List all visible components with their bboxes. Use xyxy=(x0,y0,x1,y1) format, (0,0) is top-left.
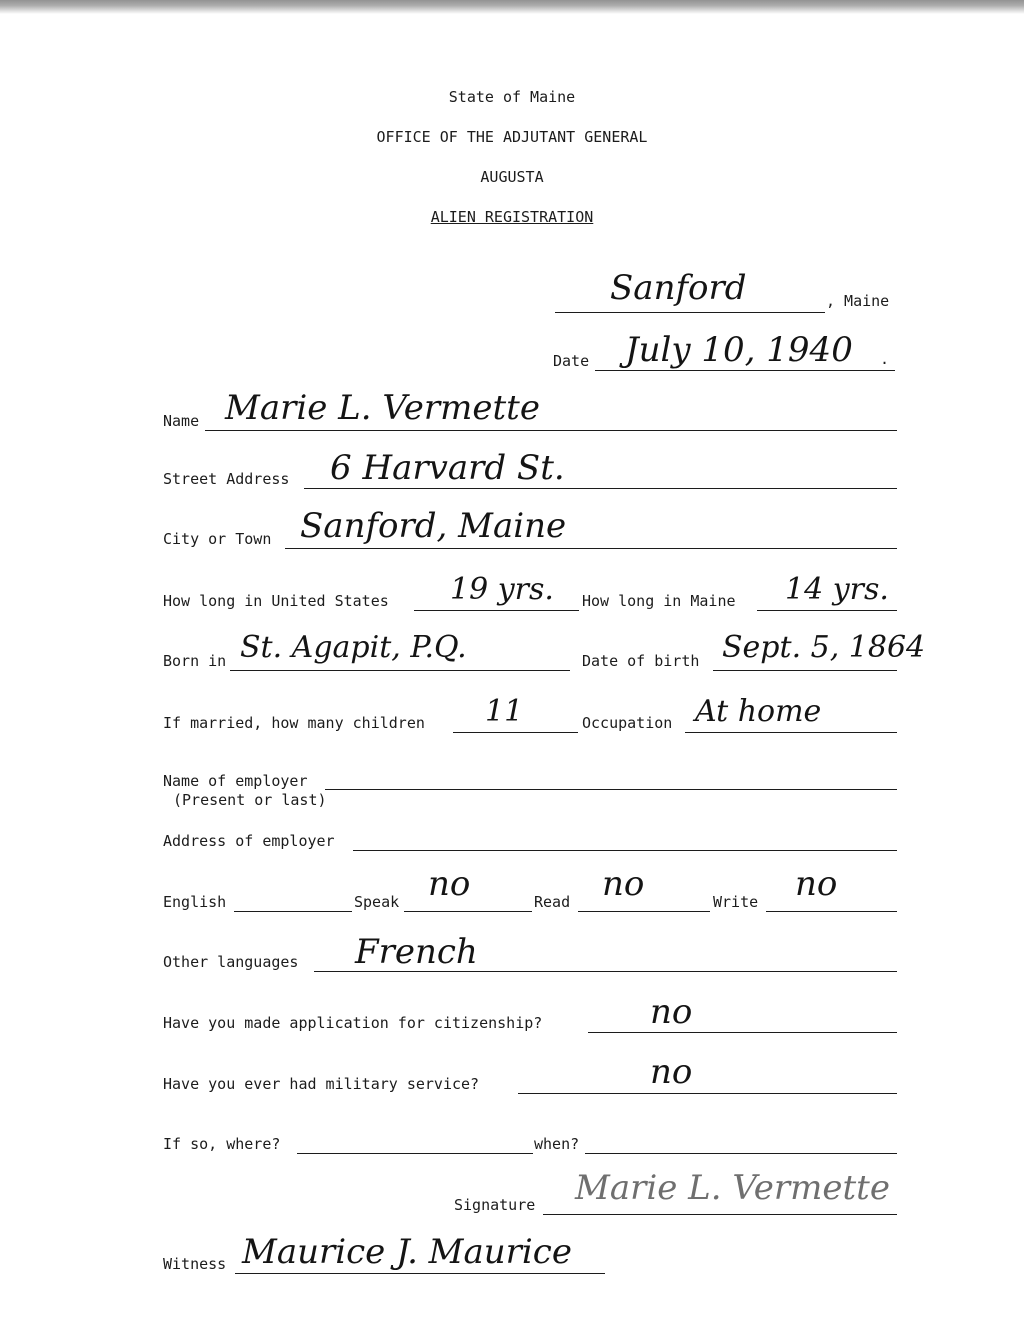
header-office: OFFICE OF THE ADJUTANT GENERAL xyxy=(376,128,648,146)
occupation-line xyxy=(685,732,897,733)
write-label: Write xyxy=(713,893,759,911)
signature-line xyxy=(543,1214,897,1215)
witness-value: Maurice J. Maurice xyxy=(242,1232,572,1272)
children-label: If married, how many children xyxy=(163,714,425,732)
place-value: Sanford xyxy=(610,268,747,308)
read-value: no xyxy=(602,864,645,904)
header-state: State of Maine xyxy=(448,88,576,106)
military-value: no xyxy=(650,1052,693,1092)
witness-line xyxy=(235,1273,605,1274)
where-line xyxy=(297,1153,533,1154)
header-city: AUGUSTA xyxy=(480,168,544,186)
street-line xyxy=(304,488,897,489)
other-languages-label: Other languages xyxy=(163,953,299,971)
date-end: . xyxy=(880,350,890,368)
citizenship-label: Have you made application for citizenship? xyxy=(163,1014,543,1032)
maine-years-label: How long in Maine xyxy=(582,592,736,610)
us-years-label: How long in United States xyxy=(163,592,389,610)
other-languages-value: French xyxy=(355,932,478,972)
dob-value: Sept. 5, 1864 xyxy=(722,630,926,665)
citizenship-line xyxy=(588,1032,897,1033)
dob-line xyxy=(713,670,897,671)
occupation-label: Occupation xyxy=(582,714,673,732)
street-value: 6 Harvard St. xyxy=(330,448,565,488)
children-value: 11 xyxy=(485,694,524,729)
name-line xyxy=(205,430,897,431)
born-label: Born in xyxy=(163,652,227,670)
write-value: no xyxy=(795,864,838,904)
write-line xyxy=(766,911,897,912)
occupation-value: At home xyxy=(695,694,822,729)
maine-years-value: 14 yrs. xyxy=(785,572,889,607)
born-line xyxy=(230,670,570,671)
citizenship-value: no xyxy=(650,992,693,1032)
when-line xyxy=(585,1153,897,1154)
date-label: Date xyxy=(553,352,590,370)
city-line xyxy=(285,548,897,549)
military-label: Have you ever had military service? xyxy=(163,1075,480,1093)
military-line xyxy=(518,1093,897,1094)
born-value: St. Agapit, P.Q. xyxy=(240,630,467,665)
dob-label: Date of birth xyxy=(582,652,700,670)
employer-address-line xyxy=(353,850,897,851)
employer-label: Name of employer xyxy=(163,772,308,790)
speak-label: Speak xyxy=(354,893,400,911)
signature-label: Signature xyxy=(454,1196,536,1214)
maine-years-line xyxy=(757,610,897,611)
witness-label: Witness xyxy=(163,1255,227,1273)
city-value: Sanford, Maine xyxy=(300,506,567,546)
signature-value: Marie L. Vermette xyxy=(575,1168,890,1208)
name-label: Name xyxy=(163,412,200,430)
form-title: ALIEN REGISTRATION xyxy=(430,208,594,226)
date-line xyxy=(595,370,895,371)
us-years-line xyxy=(414,610,579,611)
city-label: City or Town xyxy=(163,530,272,548)
scan-top-edge xyxy=(0,0,1024,14)
place-line xyxy=(555,312,825,313)
speak-line xyxy=(404,911,532,912)
us-years-value: 19 yrs. xyxy=(450,572,554,607)
english-label: English xyxy=(163,893,227,911)
read-label: Read xyxy=(534,893,571,911)
employer-sublabel: (Present or last) xyxy=(173,791,327,809)
place-suffix: , Maine xyxy=(826,292,890,310)
street-label: Street Address xyxy=(163,470,290,488)
english-line xyxy=(234,911,352,912)
date-value: July 10, 1940 xyxy=(625,330,853,370)
children-line xyxy=(453,732,578,733)
employer-address-label: Address of employer xyxy=(163,832,335,850)
when-label: when? xyxy=(534,1135,580,1153)
name-value: Marie L. Vermette xyxy=(225,388,540,428)
read-line xyxy=(578,911,710,912)
where-label: If so, where? xyxy=(163,1135,281,1153)
speak-value: no xyxy=(428,864,471,904)
employer-line xyxy=(325,789,897,790)
